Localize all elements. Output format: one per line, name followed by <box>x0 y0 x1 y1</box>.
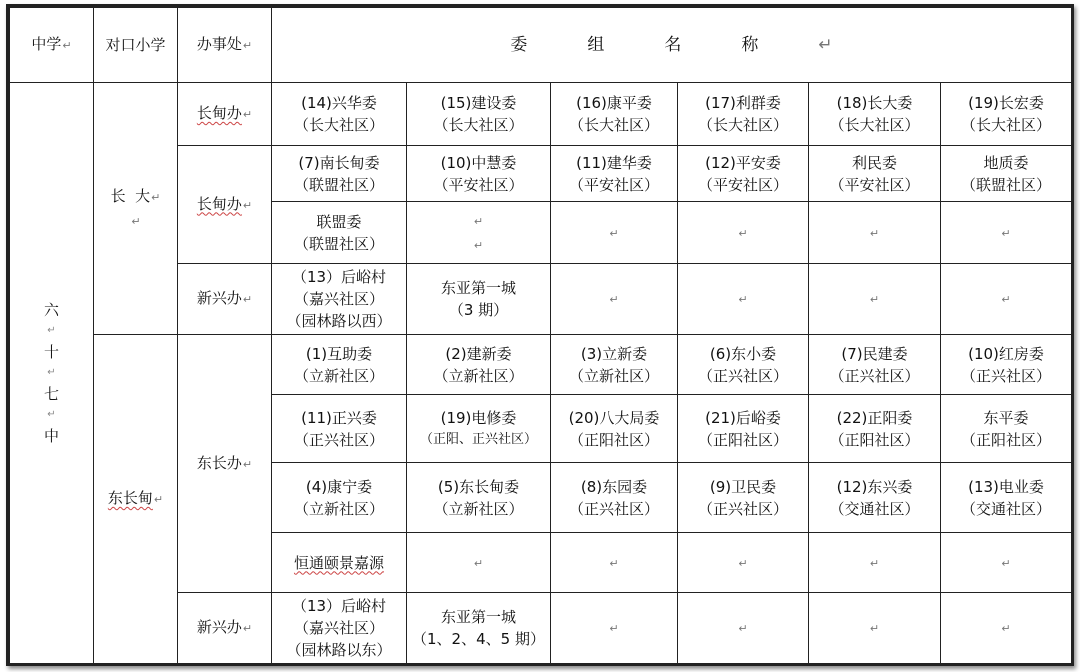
committee-cell: (17)利群委 （长大社区） <box>678 83 809 146</box>
committee-cell: (12)平安委 （平安社区） <box>678 146 809 202</box>
empty-cell: ↵ <box>551 264 678 335</box>
empty-cell: ↵ <box>551 593 678 664</box>
document-frame <box>6 4 1074 666</box>
office-cell: 长甸办↵ <box>178 83 272 146</box>
committee-cell: (19)电修委 （正阳、正兴社区） <box>407 395 551 463</box>
empty-cell: ↵ <box>678 264 809 335</box>
office-cell: 新兴办↵ <box>178 593 272 664</box>
table-row <box>10 83 1072 146</box>
committee-cell: (8)东园委 （正兴社区） <box>551 463 678 533</box>
header-primary-school: 对口小学 <box>94 8 178 83</box>
committee-cell: 联盟委 （联盟社区） <box>272 202 407 264</box>
committee-cell: (11)正兴委 （正兴社区） <box>272 395 407 463</box>
committee-cell: （13）后峪村 （嘉兴社区） （园林路以西） <box>272 264 407 335</box>
committee-cell: (12)东兴委 （交通社区） <box>809 463 941 533</box>
empty-cell: ↵ <box>809 202 941 264</box>
committee-cell: (20)八大局委 （正阳社区） <box>551 395 678 463</box>
empty-cell: ↵ <box>678 202 809 264</box>
committee-cell: 东亚第一城 （3 期） <box>407 264 551 335</box>
empty-cell: ↵ <box>941 533 1072 593</box>
empty-cell: ↵ <box>941 264 1072 335</box>
empty-cell: ↵ <box>809 533 941 593</box>
empty-cell: ↵ ↵ <box>407 202 551 264</box>
committee-cell: (21)后峪委 （正阳社区） <box>678 395 809 463</box>
committee-cell: 利民委 （平安社区） <box>809 146 941 202</box>
office-cell: 新兴办↵ <box>178 264 272 335</box>
committee-cell: (13)电业委 （交通社区） <box>941 463 1072 533</box>
committee-cell: 东平委 （正阳社区） <box>941 395 1072 463</box>
committee-cell: 地质委 （联盟社区） <box>941 146 1072 202</box>
committee-cell: (10)红房委 （正兴社区） <box>941 335 1072 395</box>
committee-cell: (15)建设委 （长大社区） <box>407 83 551 146</box>
committee-cell: (18)长大委 （长大社区） <box>809 83 941 146</box>
committee-cell: (19)长宏委 （长大社区） <box>941 83 1072 146</box>
primary-school-dongchangdian: 东长甸↵ <box>94 335 178 664</box>
empty-cell: ↵ <box>809 264 941 335</box>
empty-cell: ↵ <box>678 593 809 664</box>
header-office: 办事处↵ <box>178 8 272 83</box>
committee-cell: (4)康宁委 （立新社区） <box>272 463 407 533</box>
committee-cell: (1)互助委 （立新社区） <box>272 335 407 395</box>
office-cell: 长甸办↵ <box>178 146 272 264</box>
empty-cell: ↵ <box>809 593 941 664</box>
committee-cell: (9)卫民委 （正兴社区） <box>678 463 809 533</box>
empty-cell: ↵ <box>551 533 678 593</box>
committee-cell: (11)建华委 （平安社区） <box>551 146 678 202</box>
empty-cell: ↵ <box>678 533 809 593</box>
committee-cell: (14)兴华委 （长大社区） <box>272 83 407 146</box>
committee-cell: (2)建新委 （立新社区） <box>407 335 551 395</box>
committee-cell: (22)正阳委 （正阳社区） <box>809 395 941 463</box>
committee-cell: (6)东小委 （正兴社区） <box>678 335 809 395</box>
committee-cell: (3)立新委 （立新社区） <box>551 335 678 395</box>
empty-cell: ↵ <box>941 593 1072 664</box>
committee-cell: （13）后峪村 （嘉兴社区） （园林路以东） <box>272 593 407 664</box>
table-row <box>10 335 1072 395</box>
committee-cell: 东亚第一城 （1、2、4、5 期） <box>407 593 551 664</box>
header-middle-school: 中学↵ <box>10 8 94 83</box>
primary-school-changda: 长 大↵ ↵ <box>94 83 178 335</box>
committee-cell: (5)东长甸委 （立新社区） <box>407 463 551 533</box>
office-cell: 东长办↵ <box>178 335 272 593</box>
header-row <box>10 8 1072 83</box>
committee-cell: 恒通颐景嘉源 <box>272 533 407 593</box>
empty-cell: ↵ <box>551 202 678 264</box>
empty-cell: ↵ <box>941 202 1072 264</box>
committee-cell: (10)中慧委 （平安社区） <box>407 146 551 202</box>
middle-school-name: 六 ↵ 十 ↵ 七 ↵ 中 <box>10 83 94 664</box>
committee-cell: (7)民建委 （正兴社区） <box>809 335 941 395</box>
school-district-table <box>9 7 1072 664</box>
committee-cell: (7)南长甸委 （联盟社区） <box>272 146 407 202</box>
committee-cell: (16)康平委 （长大社区） <box>551 83 678 146</box>
empty-cell: ↵ <box>407 533 551 593</box>
header-committee-name: 委 组 名 称 ↵ <box>272 8 1072 83</box>
